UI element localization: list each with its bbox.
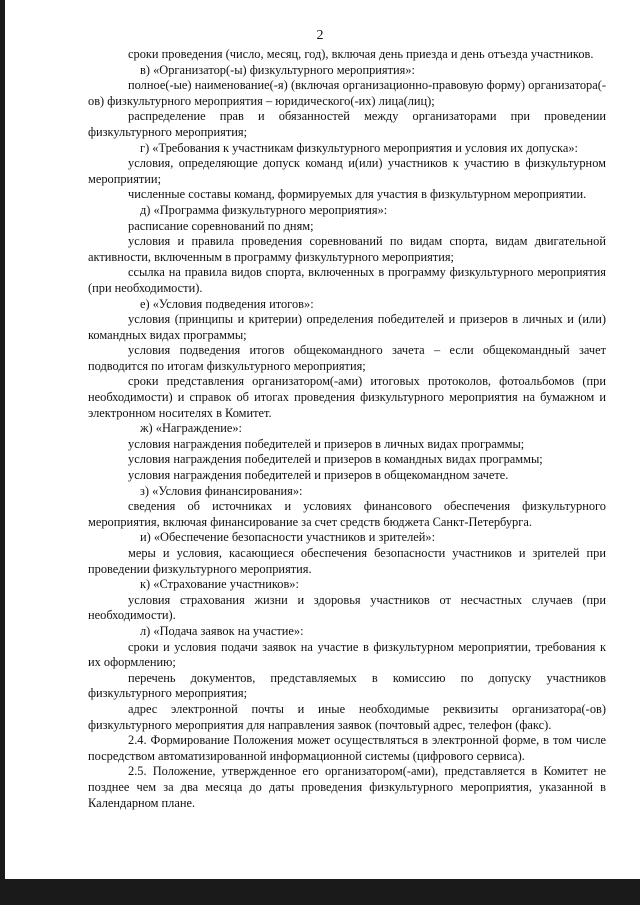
section-heading: к) «Страхование участников»: xyxy=(140,577,299,592)
paragraph: условия, определяющие допуск команд и(или) участников к участию в физкультурном мероприятии; xyxy=(88,156,606,186)
section-heading: ж) «Награждение»: xyxy=(140,421,242,436)
paragraph: меры и условия, касающиеся обеспечения безопасности участников и зрителей при проведении физкультурного мероприятия. xyxy=(88,546,606,576)
section-heading: л) «Подача заявок на участие»: xyxy=(140,623,304,638)
paragraph: расписание соревнований по дням; xyxy=(128,218,314,233)
section-heading: д) «Программа физкультурного мероприятия»: xyxy=(140,202,388,217)
scan-edge-bottom xyxy=(0,879,640,905)
paragraph: условия награждения победителей и призеров в командных видах программы; xyxy=(128,452,543,467)
scan-edge-left xyxy=(0,0,5,905)
paragraph: условия (принципы и критерии) определения победителей и призеров в личных и (или) командных видах программы; xyxy=(88,312,606,342)
page-number: 2 xyxy=(316,28,324,43)
paragraph: ссылка на правила видов спорта, включенных в программу физкультурного мероприятия (при необходимости). xyxy=(88,265,606,295)
paragraph: сроки проведения (число, месяц, год), включая день приезда и день отъезда участников. xyxy=(128,47,594,61)
document-body xyxy=(88,47,606,811)
paragraph: 2.4. Формирование Положения может осуществляться в электронной форме, в том числе посредством автоматизированной информационной системы (цифрового сервиса). xyxy=(88,733,606,763)
paragraph: 2.5. Положение, утвержденное его организатором(-ами), представляется в Комитет не позднее чем за два месяца до даты проведения физкультурного мероприятия, указанной в Календарном плане. xyxy=(88,764,606,810)
paragraph: условия и правила проведения соревнований по видам спорта, видам двигательной активности, включенным в программу физкультурного мероприятия; xyxy=(88,234,606,264)
paragraph: условия награждения победителей и призеров в личных видах программы; xyxy=(128,436,525,451)
section-heading: и) «Обеспечение безопасности участников и зрителей»: xyxy=(140,530,436,545)
paragraph: условия награждения победителей и призеров в общекомандном зачете. xyxy=(128,468,509,483)
section-heading: в) «Организатор(-ы) физкультурного мероприятия»: xyxy=(140,62,415,77)
paragraph: сроки и условия подачи заявок на участие в физкультурном мероприятии, требования к их оформлению; xyxy=(88,639,606,670)
paragraph: сроки представления организатором(-ами) итоговых протоколов, фотоальбомов (при необходимости) и справок об итогах проведения физкультурного мероприятия на бумажном и электронном носителях в Комитет. xyxy=(88,374,606,420)
paragraph: условия подведения итогов общекомандного зачета – если общекомандный зачет подводится по итогам физкультурного мероприятия; xyxy=(88,343,606,373)
paragraph: распределение прав и обязанностей между организаторами при проведении физкультурного мероприятия; xyxy=(88,109,606,139)
paragraph: условия страхования жизни и здоровья участников от несчастных случаев (при необходимости). xyxy=(88,592,606,623)
section-heading: з) «Условия финансирования»: xyxy=(140,483,303,498)
paragraph: сведения об источниках и условиях финансового обеспечения физкультурного мероприятия, включая финансирование за счет средств бюджета Санкт-Петербурга. xyxy=(88,499,606,529)
paragraph: полное(-ые) наименование(-я) (включая организационно-правовую форму) организатора(-ов) физкультурного мероприятия – юридического(-их) лица(лиц); xyxy=(88,78,606,108)
paragraph: перечень документов, представляемых в комиссию по допуску участников физкультурного мероприятия; xyxy=(88,670,606,701)
paragraph: численные составы команд, формируемых для участия в физкультурном мероприятии. xyxy=(128,187,587,202)
section-heading: г) «Требования к участникам физкультурного мероприятия и условия их допуска»: xyxy=(140,140,579,155)
section-heading: е) «Условия подведения итогов»: xyxy=(140,296,314,311)
paragraph: адрес электронной почты и иные необходимые реквизиты организатора(-ов) физкультурного мероприятия для направления заявок (почтовый адрес, телефон (факс). xyxy=(88,701,606,732)
